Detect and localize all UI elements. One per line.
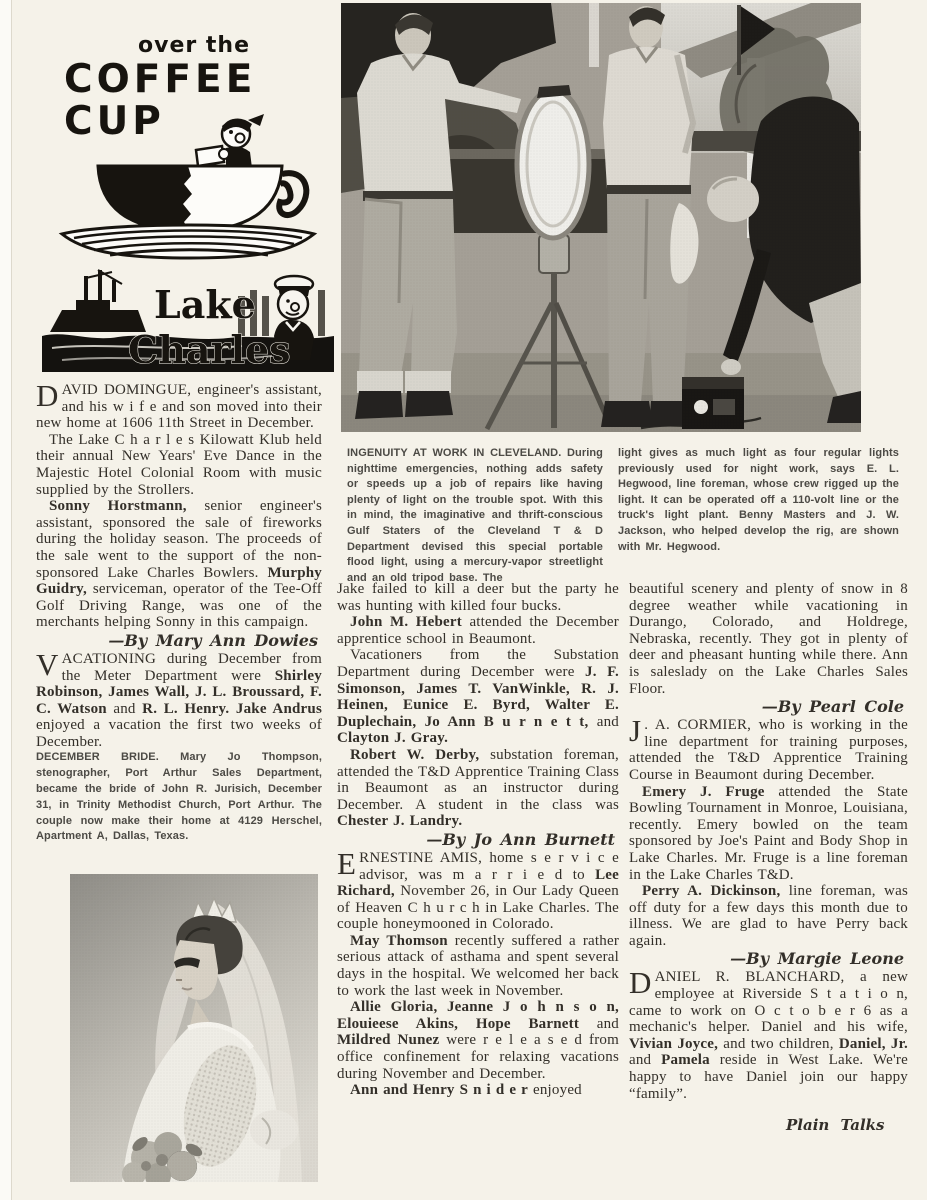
paragraph: beautiful scenery and plenty of snow in 8 degree weather while vacationing in Durango, Colorado, and Holdrege, Nebraska, recently. They got in plenty of deer and pheasant hunting while there. Ann is saleslady on the Lake Charles Sales Floor. (629, 581, 908, 697)
paragraph: Allie Gloria, Jeanne J o h n s o n, Elouieese Akins, Hope Barnett and Mildred Nunez were r e l e a s e d from office confinement for relaxing vacations during November and December. (337, 999, 619, 1082)
magazine-name-footer: Plain Talks (786, 1116, 885, 1134)
photo-caption-right: light gives as much light as four regular lights previously used for night work, says E. L. Hegwood, line foreman, whose crew rigged up the light. It can be operated off a 110-volt line or the truck's light plant. Benny Masters and J. W. Jackson, who helped develop the rig, are shown with Mr. Hegwood. (618, 447, 899, 553)
paragraph: The Lake C h a r l e s Kilowatt Klub held their annual New Years' Eve Dance in the Majestic Hotel Colonial Room with music supplied by the Strollers. (36, 431, 322, 498)
drop-cap: J (629, 713, 642, 749)
cup-icon (98, 166, 306, 232)
paragraph: DANIEL R. BLANCHARD, a new employee at Riverside S t a t i o n, came to work on O c t o b e r 6 as a mechanic's helper. Daniel and his wife, Vivian Joyce, and two children, Daniel, Jr. and Pamela reside in West Lake. We're happy to have Daniel join our happy “family”. (629, 965, 908, 1102)
byline: —By Mary Ann Dowies (108, 630, 318, 650)
paragraph: VACATIONING during December from the Meter Department were Shirley Robinson, James Wall, J. L. Broussard, F. C. Watson and R. L. Henry. Jake Andrus enjoyed a vacation the first two weeks of December. (36, 646, 322, 750)
column-logo (42, 28, 334, 376)
paragraph: DAVID DOMINGUE, engineer's assistant, and his w i f e and son moved into their new home at 1606 11th Street in December. (36, 378, 322, 432)
bride-photo (70, 874, 318, 1182)
byline: —By Margie Leone (730, 949, 904, 969)
photo-caption (347, 446, 899, 586)
text-column-right (629, 581, 908, 1102)
paragraph: Sonny Horstmann, senior engineer's assistant, sponsored the sale of fireworks during the holiday season. The proceeds of the sale went to the support of the non-sponsored Lake Charles Bowlers. Murphy Guidry, serviceman, operator of the Tee-Off Golf Driving Range, was one of the merchants helping Sonny in this campaign. (36, 498, 322, 631)
coffee-cup-illustration (50, 110, 326, 262)
byline: —By Pearl Cole (761, 697, 904, 717)
paragraph: Jake failed to kill a deer but the party he was hunting with killed four bucks. (337, 581, 619, 614)
cartoon-reporter-icon (196, 114, 264, 168)
text-column-middle (337, 581, 619, 1099)
drop-cap: V (36, 646, 59, 682)
logo-title-coffee: COFFEE (64, 57, 257, 102)
ship-icon (50, 270, 146, 332)
logo-tagline: over the (138, 33, 250, 58)
logo-title-cup: CUP (64, 99, 165, 144)
paragraph: John M. Hebert attended the December apprentice school in Beaumont. (337, 614, 619, 647)
drop-cap: D (629, 965, 652, 1001)
work-crew-photo (341, 3, 861, 432)
byline: —By Jo Ann Burnett (426, 829, 615, 849)
paragraph: Vacationers from the Substation Department during December were J. F. Simonson, James T. VanWinkle, R. J. Heinen, Eunice E. Byrd, Walter E. Duplechain, Jo Ann B u r n e t t, and Clayton J. Gray. (337, 647, 619, 747)
paragraph: Emery J. Fruge attended the State Bowling Tournament in Monroe, Louisiana, recently. Emery bowled on the team sponsored by Joe's Paint and Body Shop in Lake Charles. Mr. Fruge is a line foreman in the Lake Charles T&D. (629, 783, 908, 883)
paragraph: May Thomson recently suffered a rather serious attack of asthama and spent several days in the hospital. We welcomed her back to work the last week in November. (337, 932, 620, 999)
text-column-left (36, 378, 322, 845)
logo-location-lake: Lake (154, 282, 256, 327)
bride-caption-block: DECEMBER BRIDE. Mary Jo Thompson, stenographer, Port Arthur Sales Department, became the bride of John R. Jurisich, December 31, in Trinity Methodist Church, Port Arthur. The couple now make their home at 4129 Herschel, Apartment A, Dallas, Texas. (36, 751, 322, 843)
scan-edge (0, 0, 12, 1200)
paragraph: ERNESTINE AMIS, home s e r v i c e advisor, was m a r r i e d to Lee Richard, November 26, in Our Lady Queen of Heaven C h u r c h in Lake Charles. The couple honeymooned in Colorado. (337, 845, 619, 933)
lake-charles-banner (42, 260, 334, 376)
drop-cap: E (337, 845, 357, 881)
paragraph: Perry A. Dickinson, line foreman, was off duty for a few days this month due to illness. We are glad to have Perry back again. (629, 883, 908, 949)
paragraph: Robert W. Derby, substation foreman, attended the T&D Apprentice Training Class in Beaumont as an instructor during December. A student in the class was Chester J. Landry. (337, 746, 620, 830)
saucer-icon (62, 225, 314, 258)
paragraph: J . A. CORMIER, who is working in the line department for training purposes, attended the T&D Apprentice Training Course in Beaumont during December. (629, 713, 908, 783)
logo-location-charles: Charles (128, 327, 291, 372)
photo-caption-left: INGENUITY AT WORK IN CLEVELAND. During nighttime emergencies, nothing adds safety or speeds up a job of repairs like having plenty of light on the trouble spot. With this in mind, the imaginative and thrift-conscious Gulf Staters of the Cleveland T & D Department devised this special portable flood light, using a mercury-vapor streetlight and an old tripod base. The (347, 447, 603, 584)
paragraph: Ann and Henry S n i d e r enjoyed (350, 1082, 582, 1099)
drop-cap: D (36, 378, 59, 413)
